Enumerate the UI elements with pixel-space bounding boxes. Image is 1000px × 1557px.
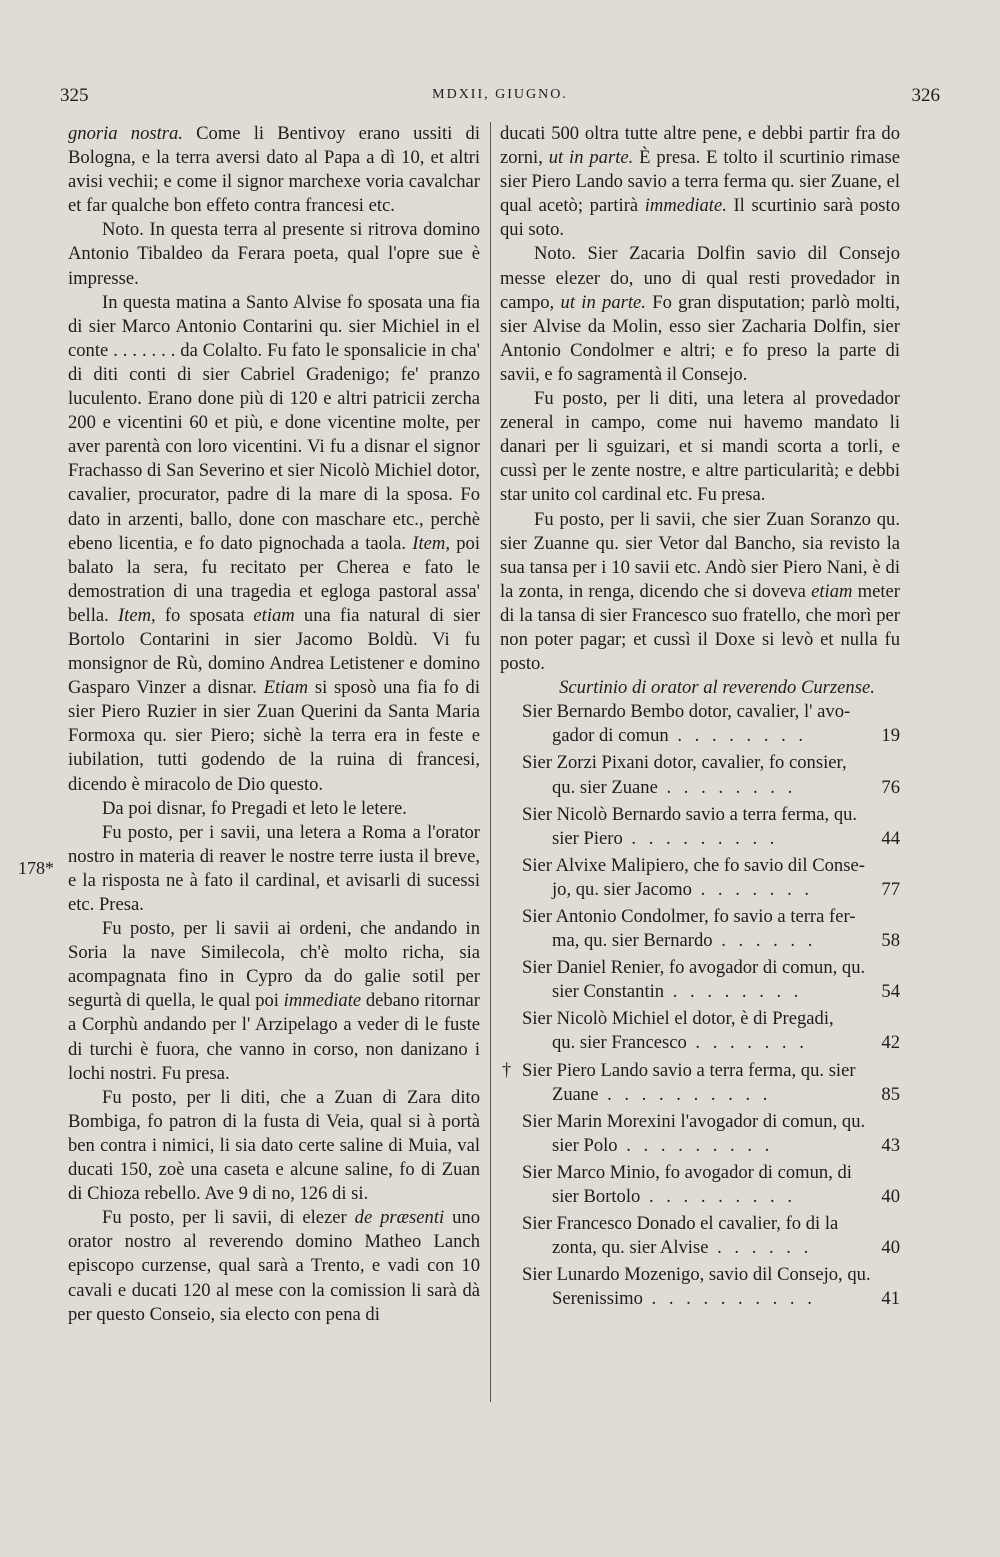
vote-count: 19 bbox=[881, 725, 900, 747]
candidate-name: Sier Marco Minio, fo avogador di comun, di bbox=[522, 1161, 852, 1183]
vote-count: 77 bbox=[881, 878, 900, 900]
page-number-right: 326 bbox=[911, 85, 940, 106]
italic-text: Item, bbox=[117, 604, 156, 626]
candidate-line2: sier Piero bbox=[552, 827, 623, 849]
leader-dots: . . . . . . . . bbox=[664, 981, 803, 1003]
scurtinio-entry bbox=[500, 803, 900, 851]
leader-dots: . . . . . . . . . bbox=[640, 1186, 796, 1208]
text-run: Noto. Sier Zacaria Dolfin savio dil Consejo messe elezer do, uno di qual resti provedador in campo, bbox=[500, 243, 900, 313]
scurtinio-entry bbox=[500, 1007, 900, 1055]
vote-count: 40 bbox=[881, 1186, 900, 1208]
column-divider bbox=[490, 122, 491, 1402]
paragraph bbox=[68, 1086, 480, 1206]
paragraph bbox=[68, 917, 480, 1086]
italic-text: gnoria nostra. bbox=[68, 123, 183, 144]
italic-text: de præsenti bbox=[354, 1207, 445, 1229]
running-title: MDXII, GIUGNO. bbox=[432, 87, 568, 102]
candidate-line2: jo, qu. sier Jacomo bbox=[552, 878, 692, 900]
candidate-name-cont bbox=[500, 1031, 900, 1055]
leader-dots: . . . . . . bbox=[712, 930, 817, 952]
text-run: Il scurtinio sarà posto qui soto. bbox=[500, 195, 900, 241]
vote-count: 42 bbox=[881, 1032, 900, 1054]
text-run: È presa. E tolto il scurtinio rimase sier Piero Lando savio a terra ferma qu. sier Zuane, el qual acetò; partirà bbox=[500, 147, 900, 217]
text-run: Da poi disnar, fo Pregadi et leto le letere. bbox=[102, 797, 407, 819]
candidate-line2: qu. sier Francesco bbox=[552, 1032, 687, 1054]
text-run: Noto. In questa terra al presente si ritrova domino Antonio Tibaldeo da Ferara poeta, qual l'opre sue è impresse. bbox=[68, 219, 480, 289]
leader-dots: . . . . . . . bbox=[686, 1032, 808, 1054]
scurtinio-entry bbox=[500, 854, 900, 902]
text-run: Fu posto, per li savii ai ordeni, che andando in Soria la nave Similecola, ch'è molto richa, sia acompagnata fino in Cypro da do galie sotil per segurtà di quella, le qual poi bbox=[68, 918, 480, 1012]
italic-text: Etiam bbox=[263, 677, 309, 699]
text-run: meter di la tansa di sier Francesco suo fratello, che morì per non poter pagar; et cussì il Doxe si levò et nulla fu posto. bbox=[500, 580, 900, 675]
paragraph bbox=[68, 122, 480, 218]
candidate-line2: ma, qu. sier Bernardo bbox=[552, 930, 713, 952]
scurtinio-entry bbox=[500, 1059, 900, 1107]
leader-dots: . . . . . . . . . bbox=[622, 827, 779, 849]
candidate-name: Sier Lunardo Mozenigo, savio dil Consejo, qu. bbox=[522, 1264, 871, 1286]
paragraph bbox=[68, 291, 480, 797]
leader-dots: . . . . . . . . . . bbox=[642, 1288, 816, 1310]
candidate-name-cont bbox=[500, 1185, 900, 1209]
text-run: Come li Bentivoy erano ussiti di Bologna, e la terra aversi dato al Papa a dì 10, et altri avisi vechii; e come il signor marchexe voria cavalchar et far qualche bon effeto contra francesi etc. bbox=[68, 123, 480, 217]
right-paragraphs bbox=[500, 122, 900, 676]
italic-text: ut in parte. bbox=[548, 147, 634, 169]
text-run: Fu posto, per li diti, una letera al provedador zeneral in campo, come nui havemo mandato li danari per li sguizari, et si mandi scorta a torli, e cussì per le zente nostre, e altre particularità; e debbi star unito col cardinal etc. Fu presa. bbox=[500, 388, 900, 506]
paragraph bbox=[68, 821, 480, 917]
scurtinio-entry bbox=[500, 1110, 900, 1158]
scurtinio-heading: Scurtinio di orator al reverendo Curzense. bbox=[559, 677, 875, 699]
scurtinio-entry bbox=[500, 1263, 900, 1311]
vote-count: 54 bbox=[881, 981, 900, 1003]
text-run: Fu posto, per li diti, che a Zuan di Zara dito Bombiga, fo patron di la fusta di Veia, qual si à portà ben contra i nimici, li sia dato certe saline di Muia, val ducati 150, zoè una caseta e alcune saline, fo di Zuan di Chioza rebello. Ave 9 di no, 126 di si. bbox=[68, 1086, 480, 1205]
candidate-name-cont bbox=[500, 929, 900, 953]
candidate-name-cont bbox=[500, 1134, 900, 1158]
candidate-name: Sier Zorzi Pixani dotor, cavalier, fo consier, bbox=[522, 752, 847, 774]
text-run: uno orator nostro al reverendo domino Matheo Lanch episcopo curzense, qual sarà a Trento, e vadi con 10 cavali e ducati 120 al mese con la comission li sarà dà per questo Conseio, sia electo con pena di bbox=[68, 1207, 480, 1325]
vote-count: 58 bbox=[881, 930, 900, 952]
italic-text: immediate. bbox=[644, 195, 727, 217]
paragraph bbox=[68, 797, 480, 821]
vote-count: 85 bbox=[881, 1083, 900, 1105]
scurtinio-entry bbox=[500, 905, 900, 953]
paragraph bbox=[68, 1206, 480, 1326]
text-run: ducati 500 oltra tutte altre pene, e debbi partir fra do zorni, bbox=[500, 123, 900, 169]
candidate-name-cont bbox=[500, 1236, 900, 1260]
candidate-name-cont bbox=[500, 980, 900, 1004]
candidate-name-cont bbox=[500, 827, 900, 851]
candidate-name: Sier Piero Lando savio a terra ferma, qu. sier bbox=[522, 1059, 856, 1081]
text-run: si sposò una fia fo di sier Piero Ruzier in sier Zuan Querini da Santa Maria Formoxa qu. sier Piero; sichè la terra era in feste e iubilation, tutti godendo de la ruina di francesi, dicendo è miracolo de Dio questo. bbox=[68, 677, 480, 795]
paragraph bbox=[500, 242, 900, 387]
italic-text: etiam bbox=[253, 604, 295, 626]
text-run: Fo gran disputation; parlò molti, sier Alvise da Molin, esso sier Zacharia Dolfin, sier Antonio Condolmer e altri; e fo preso la parte di savii, e fo sagramentà il Consejo. bbox=[500, 291, 901, 385]
candidate-name: Sier Nicolò Bernardo savio a terra ferma, qu. bbox=[522, 803, 858, 825]
scurtinio-entry bbox=[500, 1212, 900, 1260]
candidate-line2: Zuane bbox=[552, 1083, 599, 1105]
text-run: Fu posto, per li savii, di elezer bbox=[102, 1207, 355, 1229]
italic-text: etiam bbox=[811, 580, 853, 602]
scurtinio-entry bbox=[500, 751, 900, 799]
text-run: una fia natural di sier Bortolo Contarini in sier Jacomo Boldù. Vi fu monsignor de Rù, domino Andrea Letistener e domino Gasparo Vinzer a disnar. bbox=[68, 604, 481, 699]
leader-dots: . . . . . . . . . bbox=[617, 1134, 774, 1156]
right-column bbox=[500, 122, 900, 1315]
candidate-line2: Serenissimo bbox=[552, 1288, 643, 1310]
candidate-line2: zonta, qu. sier Alvise bbox=[552, 1237, 709, 1259]
paragraph bbox=[500, 508, 900, 677]
scurtinio-entry bbox=[500, 956, 900, 1004]
candidate-name-cont bbox=[500, 724, 900, 748]
candidate-name-cont bbox=[500, 776, 900, 800]
text-run: debano ritornar a Corphù andando per l' Arzipelago a veder di le fuste di turchi è fuora, che vanno in corso, non danizano i lochi nostri. Fu presa. bbox=[68, 990, 480, 1084]
paragraph bbox=[500, 387, 900, 507]
candidate-line2: sier Constantin bbox=[552, 981, 665, 1003]
leader-dots: . . . . . . . . bbox=[657, 776, 797, 798]
text-run: fo sposata bbox=[155, 604, 254, 626]
page-number-left: 325 bbox=[60, 85, 89, 106]
left-column bbox=[68, 122, 480, 1327]
text-run: Fu posto, per i savii, una letera a Roma a l'orator nostro in materia di reaver le nostre terre iusta il breve, e la risposta ne à fato il cardinal, et avisarli di sucessi etc. Presa. bbox=[68, 821, 480, 915]
leader-dots: . . . . . . . bbox=[691, 878, 814, 900]
page-header bbox=[60, 85, 940, 115]
elected-mark: † bbox=[502, 1059, 512, 1081]
candidate-name-cont bbox=[500, 1083, 900, 1107]
italic-text: immediate bbox=[283, 990, 362, 1012]
vote-count: 40 bbox=[881, 1237, 900, 1259]
candidate-line2: qu. sier Zuane bbox=[552, 776, 658, 798]
italic-text: Item, bbox=[412, 532, 450, 554]
leader-dots: . . . . . . . . . . bbox=[598, 1083, 772, 1105]
scurtinio-entry bbox=[500, 700, 900, 748]
italic-text: ut in parte. bbox=[560, 291, 646, 313]
candidate-name: Sier Bernardo Bembo dotor, cavalier, l' avo- bbox=[522, 701, 851, 723]
vote-count: 44 bbox=[881, 827, 900, 849]
candidate-name: Sier Alvixe Malipiero, che fo savio dil Conse- bbox=[522, 854, 865, 876]
candidate-line2: sier Bortolo bbox=[552, 1186, 641, 1208]
candidate-name: Sier Marin Morexini l'avogador di comun, qu. bbox=[522, 1110, 866, 1132]
paragraph bbox=[68, 218, 480, 290]
text-run: Fu posto, per li savii, che sier Zuan Soranzo qu. sier Zuanne qu. sier Vetor dal Bancho, sia revisto la sua tansa per i 10 savii etc. Andò sier Piero Nani, è di la zonta, in renga, dicendo che si doveva bbox=[500, 508, 900, 602]
leader-dots: . . . . . . . . bbox=[668, 725, 808, 747]
text-run: poi balato la sera, fu recitato per Cherea e fato le demostration di una tragedia et egloga pastoral assa' bella. bbox=[68, 532, 480, 626]
text-run: In questa matina a Santo Alvise fo sposata una fia di sier Marco Antonio Contarini qu. sier Michiel in el conte . . . . . . . da Colalto. Fu fato le sponsalicie in cha' di diti conti di sier Cabriel Gradenigo; fe' pranzo luculento. Erano done più di 120 e altri patricii zercha 200 e vicentini 60 et più, e done vicentine molte, per aver parentà con loro vicentini. Vi fu a disnar el signor Frachasso di San Severino et sier Nicolò Michiel dotor, cavalier, procurator, padre di la mare di la sposa. Fo dato in arzenti, ballo, done con maschare etc., perchè ebeno licentia, e fo dato pignochada a taola. bbox=[68, 291, 480, 554]
candidate-name: Sier Nicolò Michiel el dotor, è di Pregadi, bbox=[522, 1008, 834, 1030]
candidate-name: Sier Daniel Renier, fo avogador di comun, qu. bbox=[522, 957, 866, 979]
paragraph bbox=[500, 122, 900, 242]
leader-dots: . . . . . . bbox=[708, 1237, 813, 1259]
vote-count: 43 bbox=[881, 1134, 900, 1156]
candidate-name-cont bbox=[500, 878, 900, 902]
vote-count: 41 bbox=[881, 1288, 900, 1310]
candidate-name: Sier Francesco Donado el cavalier, fo di la bbox=[522, 1213, 839, 1235]
candidate-line2: gador di comun bbox=[552, 725, 669, 747]
candidate-line2: sier Polo bbox=[552, 1134, 618, 1156]
scurtinio-entry bbox=[500, 1161, 900, 1209]
candidate-name: Sier Antonio Condolmer, fo savio a terra fer- bbox=[522, 906, 856, 927]
candidate-name-cont bbox=[500, 1287, 900, 1311]
vote-count: 76 bbox=[881, 776, 900, 798]
scurtinio-list bbox=[500, 700, 900, 1311]
margin-note: 178* bbox=[18, 858, 54, 878]
